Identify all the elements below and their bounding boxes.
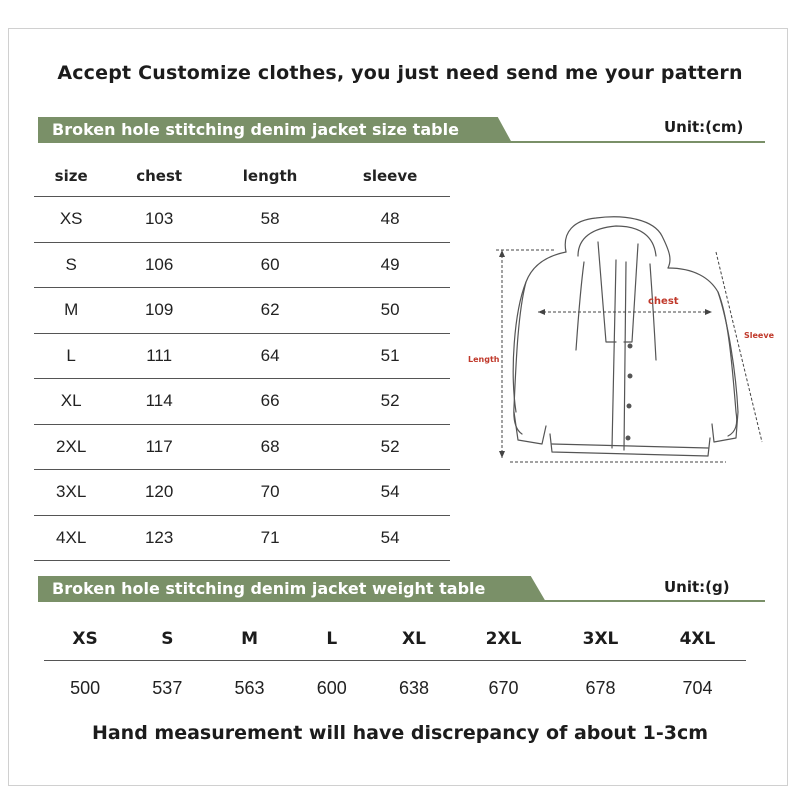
cell-size: 3XL [34, 470, 108, 516]
chest-arrow-right [705, 309, 712, 315]
size-table-header-row [34, 156, 450, 197]
table-row [34, 333, 450, 379]
weight-size-label: XL [373, 618, 455, 661]
weight-table [44, 618, 746, 715]
cell-sleeve: 49 [330, 242, 450, 288]
weight-size-label: M [208, 618, 290, 661]
cell-length: 68 [210, 424, 330, 470]
weight-table-header [38, 576, 546, 602]
weight-size-label: 3XL [552, 618, 649, 661]
cell-length: 66 [210, 379, 330, 425]
size-table-header [38, 117, 512, 143]
hood-inner [578, 226, 656, 256]
cell-chest: 120 [108, 470, 210, 516]
weight-size-label: 2XL [455, 618, 552, 661]
table-row [34, 288, 450, 334]
table-row [34, 379, 450, 425]
weight-size-label: XS [44, 618, 126, 661]
length-arrow-top [499, 250, 505, 257]
weight-value: 500 [70, 677, 101, 698]
cell-length: 62 [210, 288, 330, 334]
weight-value: 537 [152, 677, 183, 698]
cell-sleeve: 52 [330, 379, 450, 425]
left-cuff [514, 412, 546, 444]
cell-chest: 117 [108, 424, 210, 470]
weight-value: 678 [585, 677, 616, 698]
placket-left [612, 260, 616, 448]
size-table-title: Broken hole stitching denim jacket size table [52, 120, 459, 139]
sleeve-measure-line [716, 252, 762, 442]
drawstring-left [576, 262, 584, 350]
weight-value: 670 [488, 677, 519, 698]
weight-value: 638 [398, 677, 429, 698]
weight-value: 563 [234, 677, 265, 698]
cell-length: 60 [210, 242, 330, 288]
measurement-disclaimer: Hand measurement will have discrepancy of about 1-3cm [91, 722, 709, 744]
weight-table-header-line [536, 600, 765, 602]
size-table [34, 156, 450, 561]
cell-chest: 103 [108, 197, 210, 243]
cell-size: 4XL [34, 515, 108, 561]
column-header-chest: chest [108, 156, 210, 197]
column-header-length: length [210, 156, 330, 197]
size-table-header-line [500, 141, 765, 143]
cell-sleeve: 51 [330, 333, 450, 379]
cell-length: 58 [210, 197, 330, 243]
button-2 [628, 374, 633, 379]
weight-unit-label: Unit:(g) [664, 578, 730, 596]
chest-label: chest [648, 296, 679, 307]
weight-size-label: L [291, 618, 373, 661]
cell-sleeve: 54 [330, 470, 450, 516]
table-row [34, 470, 450, 516]
cell-length: 71 [210, 515, 330, 561]
table-row [34, 424, 450, 470]
page-headline: Accept Customize clothes, you just need send me your pattern [57, 62, 743, 84]
size-unit-label: Unit:(cm) [664, 118, 744, 136]
weight-size-row [44, 618, 746, 661]
cell-length: 70 [210, 470, 330, 516]
left-side [514, 252, 566, 434]
inner-shirt-left [598, 242, 616, 342]
cell-chest: 114 [108, 379, 210, 425]
cell-size: S [34, 242, 108, 288]
column-header-sleeve: sleeve [330, 156, 450, 197]
button-1 [628, 344, 633, 349]
table-row [34, 515, 450, 561]
cell-size: XS [34, 197, 108, 243]
cell-chest: 111 [108, 333, 210, 379]
cell-size: 2XL [34, 424, 108, 470]
cell-size: M [34, 288, 108, 334]
hem-line [552, 444, 708, 448]
placket-right [624, 262, 626, 450]
cell-size: L [34, 333, 108, 379]
chest-arrow-left [538, 309, 545, 315]
cell-chest: 109 [108, 288, 210, 334]
cell-sleeve: 54 [330, 515, 450, 561]
cell-sleeve: 52 [330, 424, 450, 470]
cell-chest: 123 [108, 515, 210, 561]
length-label: Length [468, 355, 500, 364]
weight-size-label: 4XL [649, 618, 746, 661]
cell-chest: 106 [108, 242, 210, 288]
length-arrow-bottom [499, 451, 505, 458]
column-header-size: size [34, 156, 108, 197]
weight-value: 600 [316, 677, 347, 698]
cell-sleeve: 48 [330, 197, 450, 243]
cell-length: 64 [210, 333, 330, 379]
button-3 [627, 404, 632, 409]
right-cuff [712, 412, 738, 442]
cell-sleeve: 50 [330, 288, 450, 334]
weight-size-label: S [126, 618, 208, 661]
weight-value: 704 [682, 677, 713, 698]
weight-table-title: Broken hole stitching denim jacket weight table [52, 579, 486, 598]
sleeve-label: Sleeve [744, 331, 774, 340]
button-4 [626, 436, 631, 441]
jacket-diagram [466, 212, 786, 480]
weight-value-row [44, 661, 746, 716]
cell-size: XL [34, 379, 108, 425]
table-row [34, 242, 450, 288]
table-row [34, 197, 450, 243]
